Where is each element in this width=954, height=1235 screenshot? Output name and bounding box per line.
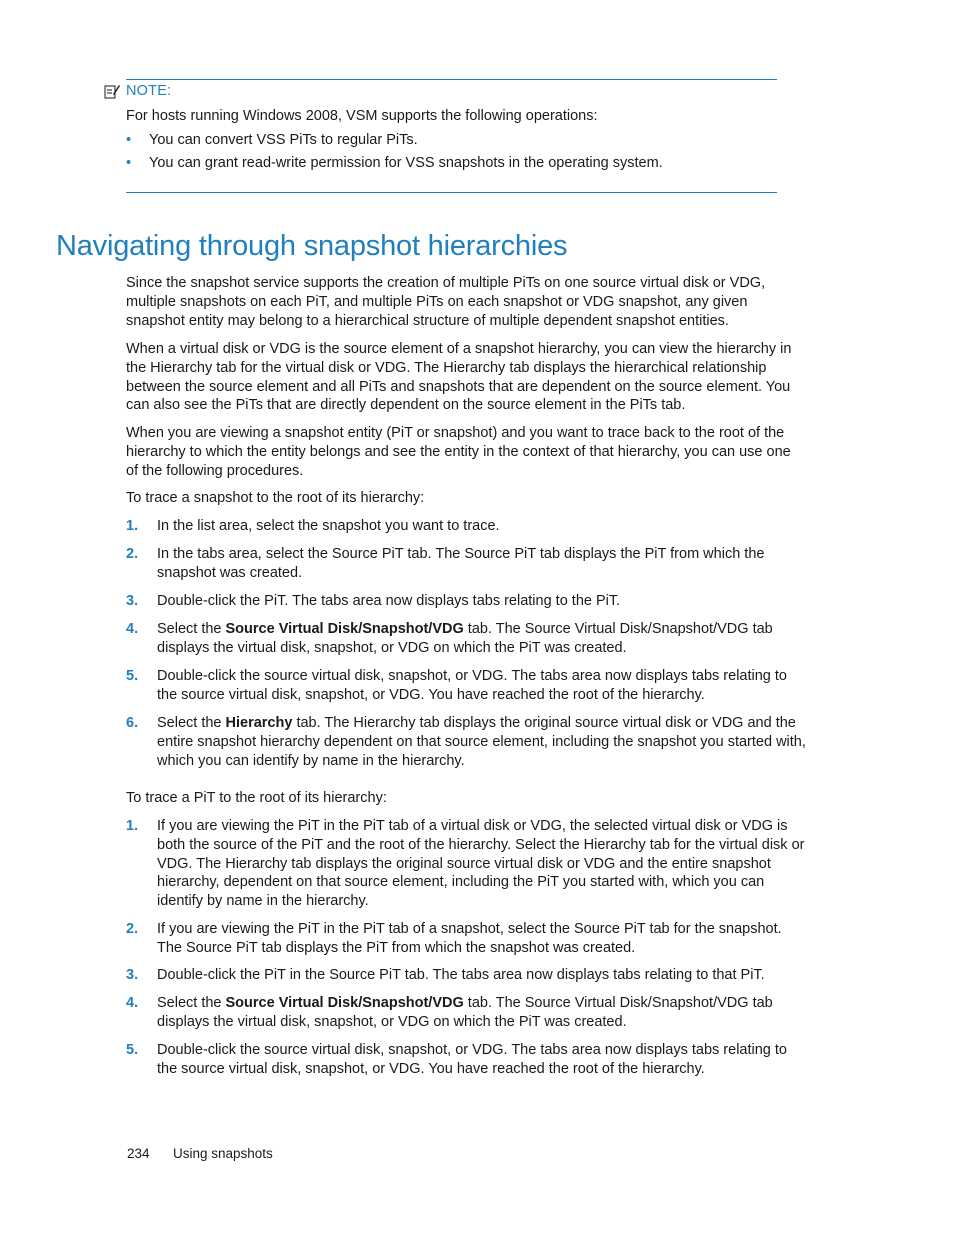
step-text-pre: Select the xyxy=(157,621,226,637)
bullet-dot-icon: • xyxy=(126,132,132,148)
step-number: 3. xyxy=(126,593,139,609)
note-bullet-text: You can grant read-write permission for VSS snapshots in the operating system. xyxy=(149,155,663,171)
step-text xyxy=(157,714,807,770)
procedure-2-step-4 xyxy=(126,994,806,1032)
step-text-pre: Select the xyxy=(157,995,226,1011)
note-bottom-rule xyxy=(126,192,777,193)
step-text: Double-click the PiT. The tabs area now displays tabs relating to the PiT. xyxy=(157,593,621,609)
step-text: Double-click the PiT in the Source PiT tab. The tabs area now displays tabs relating to that PiT. xyxy=(157,967,765,983)
procedure-2-step-2 xyxy=(126,920,806,958)
procedure-1-step-5 xyxy=(126,667,806,705)
note-bullet-text: You can convert VSS PiTs to regular PiTs. xyxy=(149,132,418,148)
step-text: In the list area, select the snapshot you want to trace. xyxy=(157,518,500,534)
step-number: 4. xyxy=(126,995,139,1011)
step-text-post: tab. The Hierarchy tab displays the original source virtual disk or VDG and the entire snapshot hierarchy dependent on that source element, including the snapshot you started with, which you can identify by name in the hierarchy. xyxy=(157,715,806,769)
procedure-2-step-3 xyxy=(126,966,806,985)
step-text-pre: Select the xyxy=(157,715,226,731)
procedure-1-intro: To trace a snapshot to the root of its hierarchy: xyxy=(126,490,425,506)
procedure-2-step-1 xyxy=(126,817,806,911)
step-text: Double-click the source virtual disk, snapshot, or VDG. The tabs area now displays tabs relating to the source virtual disk, snapshot, or VDG. You have reached the root of the hierarchy. xyxy=(157,668,787,703)
step-number: 5. xyxy=(126,668,139,684)
note-top-rule xyxy=(126,79,777,80)
step-number: 1. xyxy=(126,518,139,534)
paragraph-2: When a virtual disk or VDG is the source element of a snapshot hierarchy, you can view the hierarchy in the Hierarchy tab for the virtual disk or VDG. The Hierarchy tab displays the hierarchical relationship between the source element and all PiTs and snapshots that are dependent on the source element. You can also see the PiTs that are directly dependent on the source element in the PiTs tab. xyxy=(126,341,792,414)
step-number: 3. xyxy=(126,967,139,983)
step-text: If you are viewing the PiT in the PiT tab of a virtual disk or VDG, the selected virtual disk or VDG is both the source of the PiT and the root of the hierarchy. Select the Hierarchy tab for the virtual disk or VDG. The Hierarchy tab displays the original source virtual disk or VDG and the entire snapshot hierarchy, dependent on that source element, including the PiT you started with, which you can identify by name in the hierarchy. xyxy=(157,818,805,910)
chapter-title: Using snapshots xyxy=(173,1146,273,1161)
paragraph-1: Since the snapshot service supports the creation of multiple PiTs on one source virtual disk or VDG, multiple snapshots on each PiT, and multiple PiTs on each snapshot or VDG snapshot, any given snapshot entity may belong to a hierarchical structure of multiple dependent snapshot entities. xyxy=(126,275,766,329)
note-pencil-icon xyxy=(104,83,120,99)
step-text xyxy=(157,994,807,1032)
step-number: 2. xyxy=(126,921,139,937)
step-text: If you are viewing the PiT in the PiT tab of a snapshot, select the Source PiT tab for the snapshot. The Source PiT tab displays the PiT from which the snapshot was created. xyxy=(157,921,782,956)
procedure-2-intro: To trace a PiT to the root of its hierarchy: xyxy=(126,790,387,806)
step-number: 2. xyxy=(126,546,139,562)
step-text xyxy=(157,620,807,658)
step-number: 1. xyxy=(126,818,139,834)
note-label: NOTE: xyxy=(126,83,172,99)
note-header xyxy=(104,81,171,101)
step-text-post: tab. The Source Virtual Disk/Snapshot/VDG tab displays the virtual disk, snapshot, or VDG on which the PiT was created. xyxy=(157,995,773,1030)
step-text-post: tab. The Source Virtual Disk/Snapshot/VDG tab displays the virtual disk, snapshot, or VDG on which the PiT was created. xyxy=(157,621,773,656)
step-text: In the tabs area, select the Source PiT tab. The Source PiT tab displays the PiT from which the snapshot was created. xyxy=(157,546,765,581)
step-text: Double-click the source virtual disk, snapshot, or VDG. The tabs area now displays tabs relating to the source virtual disk, snapshot, or VDG. You have reached the root of the hierarchy. xyxy=(157,1042,787,1077)
note-intro: For hosts running Windows 2008, VSM supports the following operations: xyxy=(126,108,598,124)
step-number: 4. xyxy=(126,621,139,637)
step-number: 6. xyxy=(126,715,139,731)
note-bullet-2 xyxy=(126,154,663,173)
section-title: Navigating through snapshot hierarchies xyxy=(56,230,568,262)
step-number: 5. xyxy=(126,1042,139,1058)
procedure-2-step-5 xyxy=(126,1041,806,1079)
step-text-bold: Hierarchy xyxy=(225,715,293,731)
procedure-1-step-4 xyxy=(126,620,806,658)
procedure-1-step-2 xyxy=(126,545,806,583)
bullet-dot-icon: • xyxy=(126,155,132,171)
page-number: 234 xyxy=(127,1146,150,1161)
paragraph-3: When you are viewing a snapshot entity (PiT or snapshot) and you want to trace back to the root of the hierarchy to which the entity belongs and see the entity in the context of that hierarchy, you can use one of the following procedures. xyxy=(126,425,791,479)
procedure-1-step-1 xyxy=(126,517,806,536)
procedure-1-step-6 xyxy=(126,714,806,770)
procedure-1-step-3 xyxy=(126,592,806,611)
note-bullet-1 xyxy=(126,131,418,150)
step-text-bold: Source Virtual Disk/Snapshot/VDG xyxy=(225,621,464,637)
step-text-bold: Source Virtual Disk/Snapshot/VDG xyxy=(225,995,464,1011)
